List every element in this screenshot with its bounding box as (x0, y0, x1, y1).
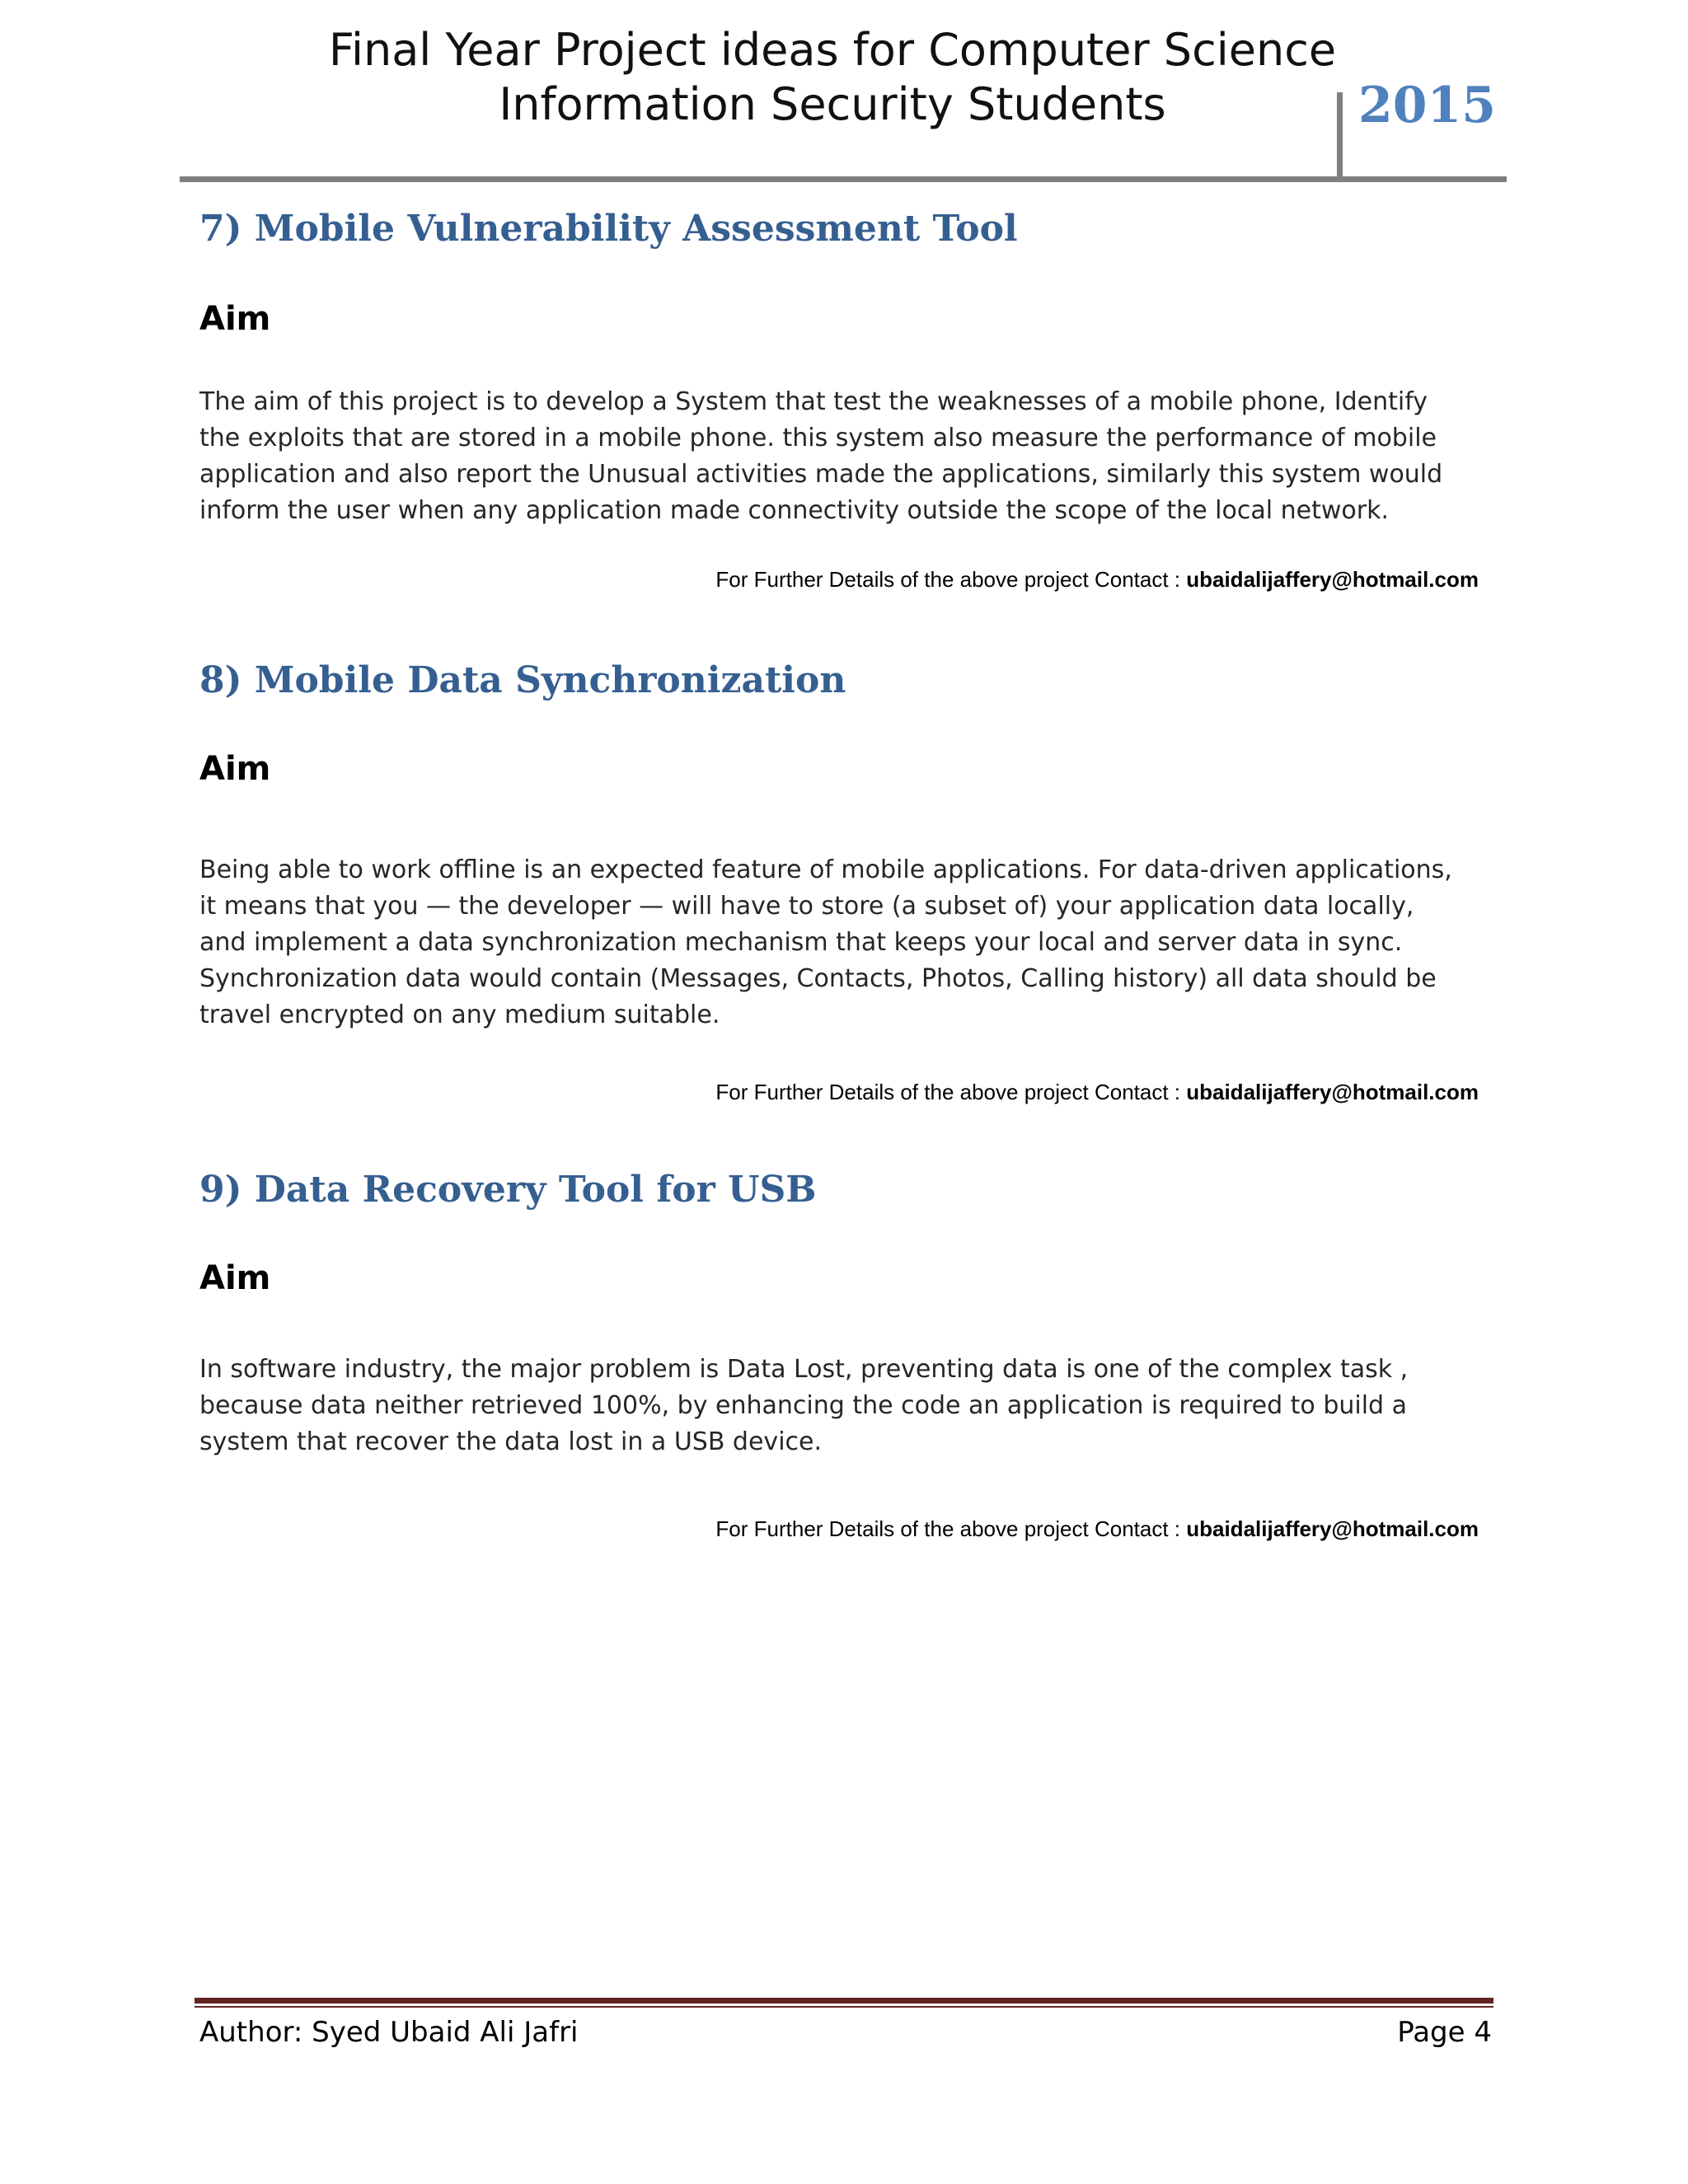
contact-prefix: For Further Details of the above project Contact : (715, 567, 1187, 592)
document-title (272, 23, 1393, 132)
section-body-9 (199, 1352, 1485, 1460)
header-divider (180, 176, 1507, 182)
section-heading-8: 8) Mobile Data Synchronization (199, 659, 846, 701)
page-number: Page 4 (1397, 2016, 1492, 2049)
contact-email-link[interactable]: ubaidalijaffery@hotmail.com (1186, 567, 1479, 592)
body-line: travel encrypted on any medium suitable. (199, 1001, 720, 1029)
header-vertical-divider (1337, 92, 1343, 180)
body-line: In software industry, the major problem is Data Lost, preventing data is one of the complex task , (199, 1355, 1409, 1384)
header-year: 2015 (1358, 77, 1496, 134)
document-title-line2: Information Security Students (499, 78, 1166, 130)
footer-divider-thin (195, 2006, 1493, 2008)
aim-label-7: Aim (199, 300, 271, 338)
footer-author: Author: Syed Ubaid Ali Jafri (199, 2016, 579, 2049)
section-heading-9: 9) Data Recovery Tool for USB (199, 1169, 817, 1211)
contact-prefix: For Further Details of the above project Contact : (715, 1080, 1187, 1104)
section-body-8 (199, 852, 1485, 1033)
contact-line-7 (715, 565, 1479, 593)
aim-label-9: Aim (199, 1259, 271, 1297)
body-line: system that recover the data lost in a USB device. (199, 1427, 823, 1456)
body-line: inform the user when any application made connectivity outside the scope of the local network. (199, 496, 1389, 525)
aim-label-8: Aim (199, 750, 271, 788)
body-line: The aim of this project is to develop a System that test the weaknesses of a mobile phone, Identify (199, 387, 1428, 416)
contact-line-9 (715, 1515, 1479, 1543)
section-body-7 (199, 384, 1485, 529)
footer-divider (195, 1998, 1493, 2004)
body-line: because data neither retrieved 100%, by enhancing the code an application is required to build a (199, 1391, 1408, 1420)
document-title-line1: Final Year Project ideas for Computer Science (328, 24, 1337, 76)
contact-prefix: For Further Details of the above project Contact : (715, 1516, 1187, 1541)
body-line: application and also report the Unusual activities made the applications, similarly this system would (199, 460, 1443, 489)
section-heading-7: 7) Mobile Vulnerability Assessment Tool (199, 208, 1018, 250)
body-line: Being able to work offline is an expected feature of mobile applications. For data-driven applications, (199, 855, 1452, 884)
body-line: it means that you — the developer — will have to store (a subset of) your application data locally, (199, 892, 1414, 921)
contact-email-link[interactable]: ubaidalijaffery@hotmail.com (1186, 1080, 1479, 1104)
contact-email-link[interactable]: ubaidalijaffery@hotmail.com (1186, 1516, 1479, 1541)
body-line: and implement a data synchronization mechanism that keeps your local and server data in sync. (199, 928, 1403, 957)
contact-line-8 (715, 1078, 1479, 1106)
body-line: Synchronization data would contain (Messages, Contacts, Photos, Calling history) all data should be (199, 964, 1437, 993)
body-line: the exploits that are stored in a mobile phone. this system also measure the performance of mobile (199, 424, 1437, 452)
